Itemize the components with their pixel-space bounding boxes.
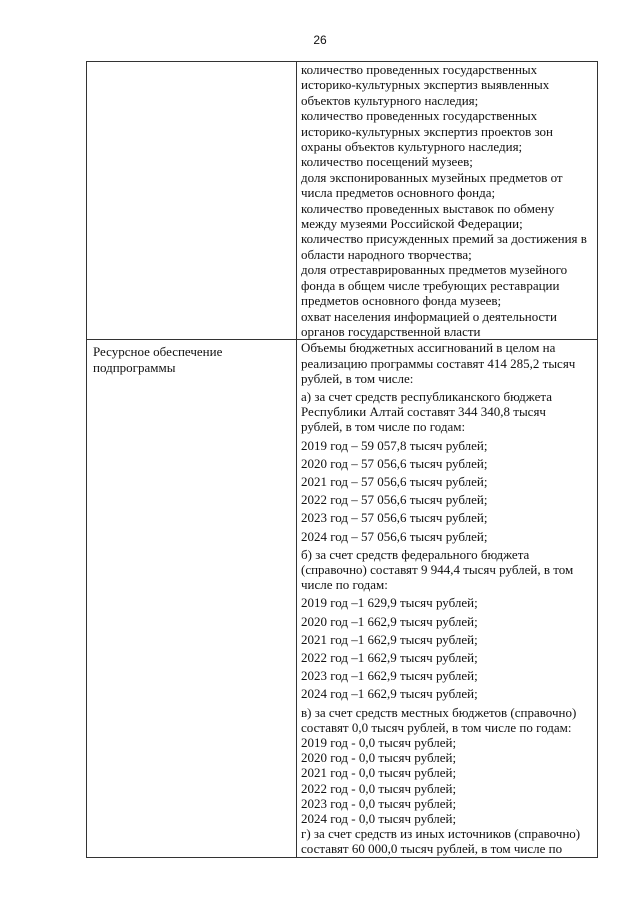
indicator-line: между музеями Российской Федерации; — [301, 216, 523, 232]
funding-line: 2022 год – 57 056,6 тысяч рублей; — [301, 492, 488, 508]
indicator-line: историко-культурных экспертиз проектов зон — [301, 123, 553, 139]
funding-paragraph — [301, 438, 593, 453]
indicator-line: количество проведенных выставок по обмену — [301, 200, 555, 216]
funding-paragraph — [301, 668, 593, 683]
funding-line: 2024 год – 57 056,6 тысяч рублей; — [301, 528, 488, 544]
funding-line: составят 60 000,0 тысяч рублей, в том числе по — [301, 841, 563, 857]
indicator-line: доля отреставрированных предметов музейного — [301, 262, 568, 278]
page-number: 26 — [313, 33, 327, 47]
indicator-line: фонда в общем числе требующих реставрации — [301, 277, 560, 293]
indicator-line: историко-культурных экспертиз выявленных — [301, 77, 550, 93]
indicator-line: органов государственной власти — [301, 323, 481, 339]
indicator-line: объектов культурного наследия; — [301, 92, 479, 108]
funding-paragraph — [301, 595, 593, 610]
indicator-line: охраны объектов культурного наследия; — [301, 139, 523, 155]
funding-line: числе по годам: — [301, 577, 388, 593]
funding-line: Объемы бюджетных ассигнований в целом на — [301, 340, 556, 356]
indicator-line: охват населения информацией о деятельности — [301, 308, 557, 324]
funding-line: 2023 год – 57 056,6 тысяч рублей; — [301, 510, 488, 526]
funding-line: 2019 год –1 629,9 тысяч рублей; — [301, 595, 478, 611]
funding-paragraph — [301, 340, 593, 386]
funding-paragraph — [301, 686, 593, 701]
indicator-line: предметов основного фонда музеев; — [301, 293, 502, 309]
funding-line: 2021 год – 57 056,6 тысяч рублей; — [301, 473, 488, 489]
row-label — [87, 340, 296, 374]
funding-line: Республики Алтай составят 344 340,8 тысяч — [301, 404, 546, 420]
indicator-line: количество посещений музеев; — [301, 154, 473, 170]
funding-paragraph — [301, 614, 593, 629]
funding-paragraph — [301, 547, 593, 593]
funding-paragraph — [301, 705, 593, 857]
funding-line: 2020 год –1 662,9 тысяч рублей; — [301, 613, 478, 629]
table-row — [87, 62, 598, 340]
funding-cell — [297, 340, 598, 857]
row-label-cell — [87, 62, 297, 340]
funding-line: 2022 год - 0,0 тысяч рублей; — [301, 780, 457, 796]
row-label — [87, 62, 296, 66]
funding-line: г) за счет средств из иных источников (справочно) — [301, 826, 581, 842]
funding-line: реализацию программы составят 414 285,2 тысяч — [301, 355, 576, 371]
funding-paragraph — [301, 529, 593, 544]
funding-line: 2019 год – 59 057,8 тысяч рублей; — [301, 437, 488, 453]
funding-paragraph — [301, 456, 593, 471]
funding-paragraph — [301, 632, 593, 647]
funding-paragraph — [301, 492, 593, 507]
funding-line: 2023 год –1 662,9 тысяч рублей; — [301, 668, 478, 684]
funding-line: (справочно) составят 9 944,4 тысяч рублей, в том — [301, 561, 574, 577]
row-label-line: подпрограммы — [93, 359, 176, 375]
funding-text — [297, 340, 597, 856]
funding-line: 2019 год - 0,0 тысяч рублей; — [301, 734, 457, 750]
funding-line: составят 0,0 тысяч рублей, в том числе по годам: — [301, 719, 572, 735]
indicator-line: количество присужденных премий за достижения в — [301, 231, 587, 247]
funding-line: 2020 год – 57 056,6 тысяч рублей; — [301, 455, 488, 471]
indicator-line: доля экспонированных музейных предметов от — [301, 169, 563, 185]
funding-line: в) за счет средств местных бюджетов (справочно) — [301, 704, 577, 720]
funding-line: 2024 год - 0,0 тысяч рублей; — [301, 811, 457, 826]
row-label-cell — [87, 340, 297, 857]
indicator-line: количество проведенных государственных — [301, 62, 538, 77]
funding-line: 2020 год - 0,0 тысяч рублей; — [301, 750, 457, 766]
funding-paragraph — [301, 474, 593, 489]
table-row — [87, 340, 598, 857]
funding-paragraph — [301, 510, 593, 525]
indicator-line: области народного творчества; — [301, 246, 472, 262]
funding-line: 2021 год –1 662,9 тысяч рублей; — [301, 631, 478, 647]
indicator-line: числа предметов основного фонда; — [301, 185, 496, 201]
funding-line: б) за счет средств федерального бюджета — [301, 546, 530, 562]
funding-paragraph — [301, 650, 593, 665]
row-label-line: Ресурсное обеспечение — [93, 344, 223, 360]
funding-paragraph — [301, 389, 593, 435]
funding-line: рублей, в том числе по годам: — [301, 419, 466, 435]
indicators-cell — [297, 62, 598, 340]
funding-line: 2023 год - 0,0 тысяч рублей; — [301, 795, 457, 811]
funding-line: а) за счет средств республиканского бюджета — [301, 388, 552, 404]
passport-table — [86, 61, 598, 858]
indicator-line: количество проведенных государственных — [301, 108, 538, 124]
funding-line: 2024 год –1 662,9 тысяч рублей; — [301, 686, 478, 702]
funding-line: 2022 год –1 662,9 тысяч рублей; — [301, 649, 478, 665]
indicators-list — [297, 62, 597, 339]
funding-line: рублей, в том числе: — [301, 370, 414, 386]
funding-line: 2021 год - 0,0 тысяч рублей; — [301, 765, 457, 781]
